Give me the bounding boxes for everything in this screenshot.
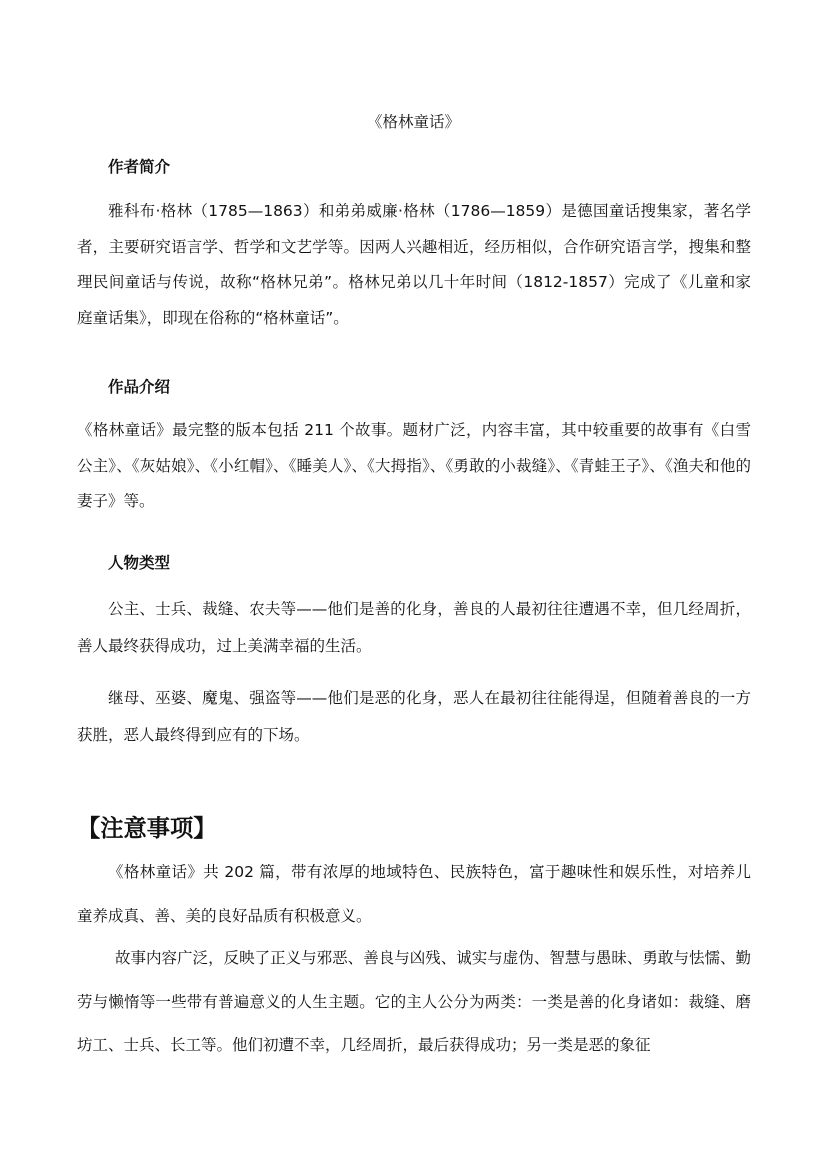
author-heading: 作者简介 (108, 158, 171, 176)
characters-good-paragraph: 公主、士兵、裁缝、农夫等——他们是善的化身，善良的人最初往往遭遇不幸，但几经周折，善人最终获得成功，过上美满幸福的生活。 (77, 600, 751, 656)
author-paragraph: 雅科布·格林（1785—1863）和弟弟威廉·格林（1786—1859）是德国童话搜集家，著名学者，主要研究语言学、哲学和文艺学等。因两人兴趣相近，经历相似，合作研究语言学，搜集和整理民间童话与传说，故称“格林兄弟”。格林兄弟以几十年时间（1812-1857）完成了《儿童和家庭童话集》，即现在俗称的“格林童话”。 (77, 202, 751, 328)
notes-heading: 【注意事项】 (77, 815, 217, 842)
characters-heading: 人物类型 (108, 554, 171, 572)
notes-paragraph-2: 故事内容广泛，反映了正义与邪恶、善良与凶残、诚实与虚伪、智慧与愚昧、勇敢与怯懦、勤劳与懒惰等一些带有普遍意义的人生主题。它的主人公分为两类：一类是善的化身诸如：裁缝、磨坊工、士兵、长工等。他们初遭不幸，几经周折，最后获得成功；另一类是恶的象征 (77, 949, 751, 1055)
notes-paragraph-1: 《格林童话》共 202 篇，带有浓厚的地域特色、民族特色，富于趣味性和娱乐性，对培养儿童养成真、善、美的良好品质有积极意义。 (77, 863, 751, 925)
works-paragraph: 《格林童话》最完整的版本包括 211 个故事。题材广泛，内容丰富，其中较重要的故事有《白雪公主》、《灰姑娘》、《小红帽》、《睡美人》、《大拇指》、《勇敢的小裁缝》、《青蛙王子》、《渔夫和他的妻子》等。 (77, 421, 751, 511)
document-title: 《格林童话》 (366, 113, 460, 131)
works-heading: 作品介绍 (108, 378, 171, 396)
characters-evil-paragraph: 继母、巫婆、魔鬼、强盗等——他们是恶的化身，恶人在最初往往能得逞，但随着善良的一方获胜，恶人最终得到应有的下场。 (77, 689, 751, 745)
